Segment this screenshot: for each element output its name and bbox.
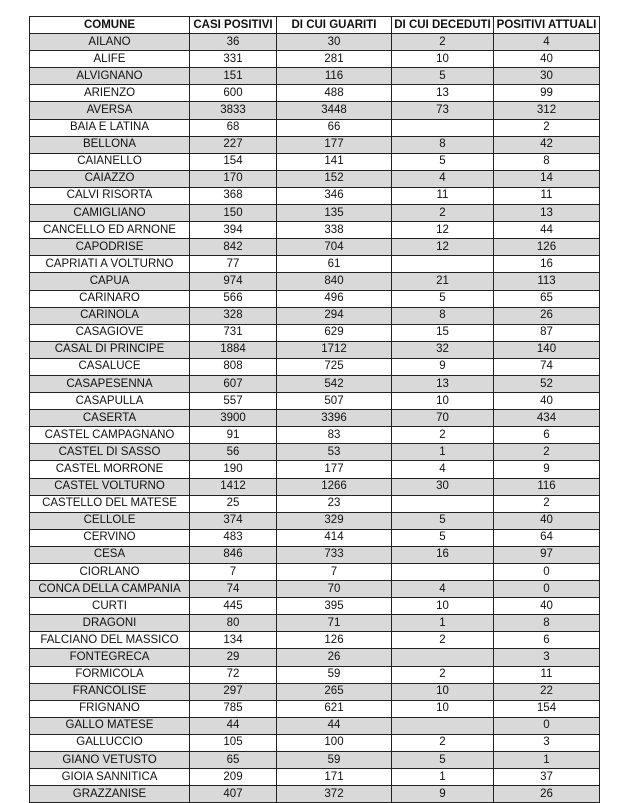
cell-casi-positivi: 150 (190, 205, 277, 222)
cell-positivi-attuali: 26 (494, 786, 600, 803)
table-row (30, 68, 600, 85)
cell-positivi-attuali: 2 (494, 119, 600, 136)
cell-guariti: 59 (277, 666, 392, 683)
table-row (30, 649, 600, 666)
cell-comune: AVERSA (30, 102, 190, 119)
cell-casi-positivi: 72 (190, 666, 277, 683)
cell-comune: DRAGONI (30, 615, 190, 632)
table-row (30, 85, 600, 102)
cell-casi-positivi: 445 (190, 598, 277, 615)
cell-positivi-attuali: 11 (494, 666, 600, 683)
cell-positivi-attuali: 8 (494, 615, 600, 632)
cell-positivi-attuali: 3 (494, 649, 600, 666)
cell-guariti: 83 (277, 427, 392, 444)
cell-positivi-attuali: 16 (494, 256, 600, 273)
cell-casi-positivi: 7 (190, 564, 277, 581)
cell-comune: CASTEL DI SASSO (30, 444, 190, 461)
table-row (30, 358, 600, 375)
cell-deceduti: 30 (392, 478, 494, 495)
table-row (30, 666, 600, 683)
cell-positivi-attuali: 42 (494, 136, 600, 153)
table-row (30, 34, 600, 51)
table-row (30, 581, 600, 598)
cell-casi-positivi: 607 (190, 375, 277, 392)
table-row (30, 153, 600, 170)
cell-comune: GALLUCCIO (30, 734, 190, 751)
table-row (30, 222, 600, 239)
cell-casi-positivi: 134 (190, 632, 277, 649)
cell-positivi-attuali: 65 (494, 290, 600, 307)
cell-casi-positivi: 80 (190, 615, 277, 632)
cell-positivi-attuali: 40 (494, 393, 600, 410)
cell-positivi-attuali: 52 (494, 375, 600, 392)
cell-deceduti: 13 (392, 85, 494, 102)
cell-guariti: 542 (277, 375, 392, 392)
cell-positivi-attuali: 6 (494, 427, 600, 444)
cell-deceduti: 5 (392, 512, 494, 529)
cell-casi-positivi: 77 (190, 256, 277, 273)
cell-deceduti: 10 (392, 683, 494, 700)
cell-casi-positivi: 44 (190, 717, 277, 734)
cell-comune: CARINOLA (30, 307, 190, 324)
cell-deceduti: 16 (392, 546, 494, 563)
cell-comune: FALCIANO DEL MASSICO (30, 632, 190, 649)
table-row (30, 632, 600, 649)
cell-comune: CALVI RISORTA (30, 187, 190, 204)
cell-casi-positivi: 1884 (190, 341, 277, 358)
table-row (30, 495, 600, 512)
cell-guariti: 265 (277, 683, 392, 700)
cell-casi-positivi: 331 (190, 51, 277, 68)
header-guariti: DI CUI GUARITI (277, 17, 392, 34)
table-row (30, 427, 600, 444)
cell-deceduti: 10 (392, 393, 494, 410)
header-positivi-attuali: POSITIVI ATTUALI (494, 17, 600, 34)
cell-guariti: 141 (277, 153, 392, 170)
cell-comune: CANCELLO ED ARNONE (30, 222, 190, 239)
cell-guariti: 704 (277, 239, 392, 256)
cell-deceduti: 10 (392, 51, 494, 68)
cell-deceduti: 5 (392, 68, 494, 85)
cell-guariti: 171 (277, 769, 392, 786)
cell-guariti: 177 (277, 136, 392, 153)
table-row (30, 51, 600, 68)
cell-deceduti: 21 (392, 273, 494, 290)
cell-casi-positivi: 328 (190, 307, 277, 324)
table-row (30, 752, 600, 769)
cell-comune: ARIENZO (30, 85, 190, 102)
cell-comune: CAPRIATI A VOLTURNO (30, 256, 190, 273)
cell-positivi-attuali: 74 (494, 358, 600, 375)
cell-guariti: 1712 (277, 341, 392, 358)
cell-guariti: 30 (277, 34, 392, 51)
cell-deceduti: 9 (392, 358, 494, 375)
cell-deceduti: 5 (392, 153, 494, 170)
cell-casi-positivi: 1412 (190, 478, 277, 495)
cell-positivi-attuali: 3 (494, 734, 600, 751)
table-row (30, 393, 600, 410)
cell-guariti: 7 (277, 564, 392, 581)
table-row (30, 546, 600, 563)
cell-comune: CAIANELLO (30, 153, 190, 170)
cell-positivi-attuali: 312 (494, 102, 600, 119)
cell-deceduti: 2 (392, 427, 494, 444)
cell-guariti: 61 (277, 256, 392, 273)
cell-comune: FRANCOLISE (30, 683, 190, 700)
table-row (30, 273, 600, 290)
cell-deceduti: 1 (392, 769, 494, 786)
cell-guariti: 281 (277, 51, 392, 68)
cell-deceduti: 10 (392, 700, 494, 717)
cell-casi-positivi: 846 (190, 546, 277, 563)
cell-guariti: 733 (277, 546, 392, 563)
cell-positivi-attuali: 434 (494, 410, 600, 427)
header-comune: COMUNE (30, 17, 190, 34)
cell-guariti: 66 (277, 119, 392, 136)
table-header (30, 17, 600, 34)
table-row (30, 324, 600, 341)
cell-positivi-attuali: 40 (494, 51, 600, 68)
cell-deceduti: 70 (392, 410, 494, 427)
cell-comune: GALLO MATESE (30, 717, 190, 734)
cell-deceduti (392, 649, 494, 666)
cell-casi-positivi: 29 (190, 649, 277, 666)
cell-casi-positivi: 209 (190, 769, 277, 786)
table-row (30, 683, 600, 700)
cell-positivi-attuali: 140 (494, 341, 600, 358)
cell-comune: CAMIGLIANO (30, 205, 190, 222)
cell-comune: CASTEL CAMPAGNANO (30, 427, 190, 444)
cell-comune: GIOIA SANNITICA (30, 769, 190, 786)
cell-casi-positivi: 785 (190, 700, 277, 717)
cell-deceduti (392, 256, 494, 273)
cell-positivi-attuali: 99 (494, 85, 600, 102)
table-row (30, 564, 600, 581)
cell-casi-positivi: 154 (190, 153, 277, 170)
table-row (30, 239, 600, 256)
table-row (30, 598, 600, 615)
cell-deceduti: 2 (392, 734, 494, 751)
cell-deceduti: 1 (392, 615, 494, 632)
cell-casi-positivi: 394 (190, 222, 277, 239)
cell-casi-positivi: 227 (190, 136, 277, 153)
cell-guariti: 70 (277, 581, 392, 598)
cell-comune: ALIFE (30, 51, 190, 68)
cell-guariti: 116 (277, 68, 392, 85)
cell-deceduti: 13 (392, 375, 494, 392)
cell-guariti: 3396 (277, 410, 392, 427)
cell-positivi-attuali: 2 (494, 495, 600, 512)
cell-casi-positivi: 74 (190, 581, 277, 598)
cell-casi-positivi: 68 (190, 119, 277, 136)
cell-comune: CELLOLE (30, 512, 190, 529)
cell-guariti: 59 (277, 752, 392, 769)
table-row (30, 136, 600, 153)
cell-comune: CAPODRISE (30, 239, 190, 256)
cell-deceduti: 15 (392, 324, 494, 341)
cell-positivi-attuali: 6 (494, 632, 600, 649)
table-row (30, 734, 600, 751)
cell-positivi-attuali: 40 (494, 598, 600, 615)
cell-comune: CURTI (30, 598, 190, 615)
cell-comune: CASTEL MORRONE (30, 461, 190, 478)
cell-deceduti: 4 (392, 581, 494, 598)
cell-guariti: 329 (277, 512, 392, 529)
table-row (30, 307, 600, 324)
cell-guariti: 126 (277, 632, 392, 649)
table-row (30, 410, 600, 427)
cell-casi-positivi: 25 (190, 495, 277, 512)
cell-positivi-attuali: 22 (494, 683, 600, 700)
cell-comune: CONCA DELLA CAMPANIA (30, 581, 190, 598)
cell-casi-positivi: 65 (190, 752, 277, 769)
cell-guariti: 629 (277, 324, 392, 341)
cell-casi-positivi: 842 (190, 239, 277, 256)
table-row (30, 341, 600, 358)
cell-casi-positivi: 3833 (190, 102, 277, 119)
cell-guariti: 44 (277, 717, 392, 734)
table-row (30, 512, 600, 529)
cell-comune: CASALUCE (30, 358, 190, 375)
cell-positivi-attuali: 64 (494, 529, 600, 546)
cell-positivi-attuali: 14 (494, 170, 600, 187)
table-row (30, 717, 600, 734)
cell-deceduti (392, 495, 494, 512)
table-row (30, 615, 600, 632)
cell-comune: FRIGNANO (30, 700, 190, 717)
cell-guariti: 100 (277, 734, 392, 751)
cell-positivi-attuali: 126 (494, 239, 600, 256)
cell-guariti: 496 (277, 290, 392, 307)
cell-guariti: 3448 (277, 102, 392, 119)
cell-comune: CAIAZZO (30, 170, 190, 187)
cell-comune: ALVIGNANO (30, 68, 190, 85)
cell-comune: CASAL DI PRINCIPE (30, 341, 190, 358)
cell-positivi-attuali: 13 (494, 205, 600, 222)
cell-casi-positivi: 368 (190, 187, 277, 204)
cell-deceduti: 5 (392, 290, 494, 307)
table-row (30, 187, 600, 204)
table-row (30, 461, 600, 478)
cell-deceduti: 4 (392, 461, 494, 478)
cell-guariti: 395 (277, 598, 392, 615)
table-row (30, 529, 600, 546)
cell-positivi-attuali: 9 (494, 461, 600, 478)
cell-comune: CARINARO (30, 290, 190, 307)
cell-casi-positivi: 600 (190, 85, 277, 102)
cell-deceduti: 8 (392, 307, 494, 324)
cell-positivi-attuali: 37 (494, 769, 600, 786)
cell-comune: CASTELLO DEL MATESE (30, 495, 190, 512)
cell-casi-positivi: 557 (190, 393, 277, 410)
cell-guariti: 135 (277, 205, 392, 222)
header-casi-positivi: CASI POSITIVI (190, 17, 277, 34)
cell-comune: CASAPESENNA (30, 375, 190, 392)
cell-positivi-attuali: 0 (494, 717, 600, 734)
table-row (30, 119, 600, 136)
cell-positivi-attuali: 1 (494, 752, 600, 769)
cell-positivi-attuali: 0 (494, 564, 600, 581)
cell-positivi-attuali: 2 (494, 444, 600, 461)
cell-comune: AILANO (30, 34, 190, 51)
cell-comune: CASAGIOVE (30, 324, 190, 341)
cell-deceduti: 12 (392, 239, 494, 256)
cell-positivi-attuali: 26 (494, 307, 600, 324)
header-row (30, 17, 600, 34)
cell-positivi-attuali: 87 (494, 324, 600, 341)
cell-guariti: 621 (277, 700, 392, 717)
cell-guariti: 372 (277, 786, 392, 803)
cell-comune: CASTEL VOLTURNO (30, 478, 190, 495)
cell-guariti: 53 (277, 444, 392, 461)
cell-deceduti: 5 (392, 529, 494, 546)
cell-comune: FONTEGRECA (30, 649, 190, 666)
cell-deceduti: 1 (392, 444, 494, 461)
cell-casi-positivi: 731 (190, 324, 277, 341)
cell-guariti: 1266 (277, 478, 392, 495)
cell-deceduti: 2 (392, 666, 494, 683)
cell-deceduti: 73 (392, 102, 494, 119)
cell-comune: FORMICOLA (30, 666, 190, 683)
covid-cases-table (29, 16, 600, 803)
cell-casi-positivi: 3900 (190, 410, 277, 427)
cell-guariti: 725 (277, 358, 392, 375)
cell-comune: CESA (30, 546, 190, 563)
cell-positivi-attuali: 11 (494, 187, 600, 204)
table-row (30, 444, 600, 461)
cell-guariti: 507 (277, 393, 392, 410)
table-row (30, 290, 600, 307)
cell-guariti: 294 (277, 307, 392, 324)
cell-positivi-attuali: 40 (494, 512, 600, 529)
table-row (30, 375, 600, 392)
cell-deceduti: 2 (392, 205, 494, 222)
cell-deceduti: 5 (392, 752, 494, 769)
cell-casi-positivi: 170 (190, 170, 277, 187)
table-row (30, 786, 600, 803)
cell-deceduti: 2 (392, 34, 494, 51)
cell-positivi-attuali: 8 (494, 153, 600, 170)
cell-positivi-attuali: 30 (494, 68, 600, 85)
cell-guariti: 71 (277, 615, 392, 632)
table-row (30, 769, 600, 786)
table-body (30, 34, 600, 803)
cell-casi-positivi: 297 (190, 683, 277, 700)
cell-deceduti: 32 (392, 341, 494, 358)
table-row (30, 102, 600, 119)
cell-positivi-attuali: 154 (494, 700, 600, 717)
cell-guariti: 338 (277, 222, 392, 239)
cell-positivi-attuali: 4 (494, 34, 600, 51)
cell-deceduti (392, 564, 494, 581)
cell-casi-positivi: 151 (190, 68, 277, 85)
cell-casi-positivi: 974 (190, 273, 277, 290)
cell-positivi-attuali: 97 (494, 546, 600, 563)
cell-comune: CASAPULLA (30, 393, 190, 410)
table-row (30, 205, 600, 222)
cell-positivi-attuali: 113 (494, 273, 600, 290)
cell-casi-positivi: 374 (190, 512, 277, 529)
cell-guariti: 23 (277, 495, 392, 512)
cell-casi-positivi: 56 (190, 444, 277, 461)
cell-deceduti (392, 717, 494, 734)
table-row (30, 700, 600, 717)
cell-deceduti (392, 119, 494, 136)
cell-casi-positivi: 566 (190, 290, 277, 307)
cell-casi-positivi: 407 (190, 786, 277, 803)
cell-deceduti: 10 (392, 598, 494, 615)
cell-comune: GRAZZANISE (30, 786, 190, 803)
cell-guariti: 346 (277, 187, 392, 204)
cell-casi-positivi: 808 (190, 358, 277, 375)
cell-deceduti: 12 (392, 222, 494, 239)
cell-positivi-attuali: 0 (494, 581, 600, 598)
cell-comune: BELLONA (30, 136, 190, 153)
cell-guariti: 488 (277, 85, 392, 102)
cell-guariti: 840 (277, 273, 392, 290)
cell-casi-positivi: 105 (190, 734, 277, 751)
cell-comune: CASERTA (30, 410, 190, 427)
cell-comune: GIANO VETUSTO (30, 752, 190, 769)
cell-comune: CERVINO (30, 529, 190, 546)
cell-comune: CIORLANO (30, 564, 190, 581)
cell-casi-positivi: 190 (190, 461, 277, 478)
header-deceduti: DI CUI DECEDUTI (392, 17, 494, 34)
cell-comune: CAPUA (30, 273, 190, 290)
cell-casi-positivi: 483 (190, 529, 277, 546)
cell-guariti: 177 (277, 461, 392, 478)
table-row (30, 256, 600, 273)
cell-deceduti: 9 (392, 786, 494, 803)
cell-guariti: 26 (277, 649, 392, 666)
cell-casi-positivi: 36 (190, 34, 277, 51)
cell-guariti: 414 (277, 529, 392, 546)
table-row (30, 478, 600, 495)
cell-casi-positivi: 91 (190, 427, 277, 444)
cell-deceduti: 11 (392, 187, 494, 204)
cell-positivi-attuali: 44 (494, 222, 600, 239)
cell-comune: BAIA E LATINA (30, 119, 190, 136)
cell-deceduti: 2 (392, 632, 494, 649)
cell-positivi-attuali: 116 (494, 478, 600, 495)
table-row (30, 170, 600, 187)
cell-guariti: 152 (277, 170, 392, 187)
cell-deceduti: 4 (392, 170, 494, 187)
cell-deceduti: 8 (392, 136, 494, 153)
